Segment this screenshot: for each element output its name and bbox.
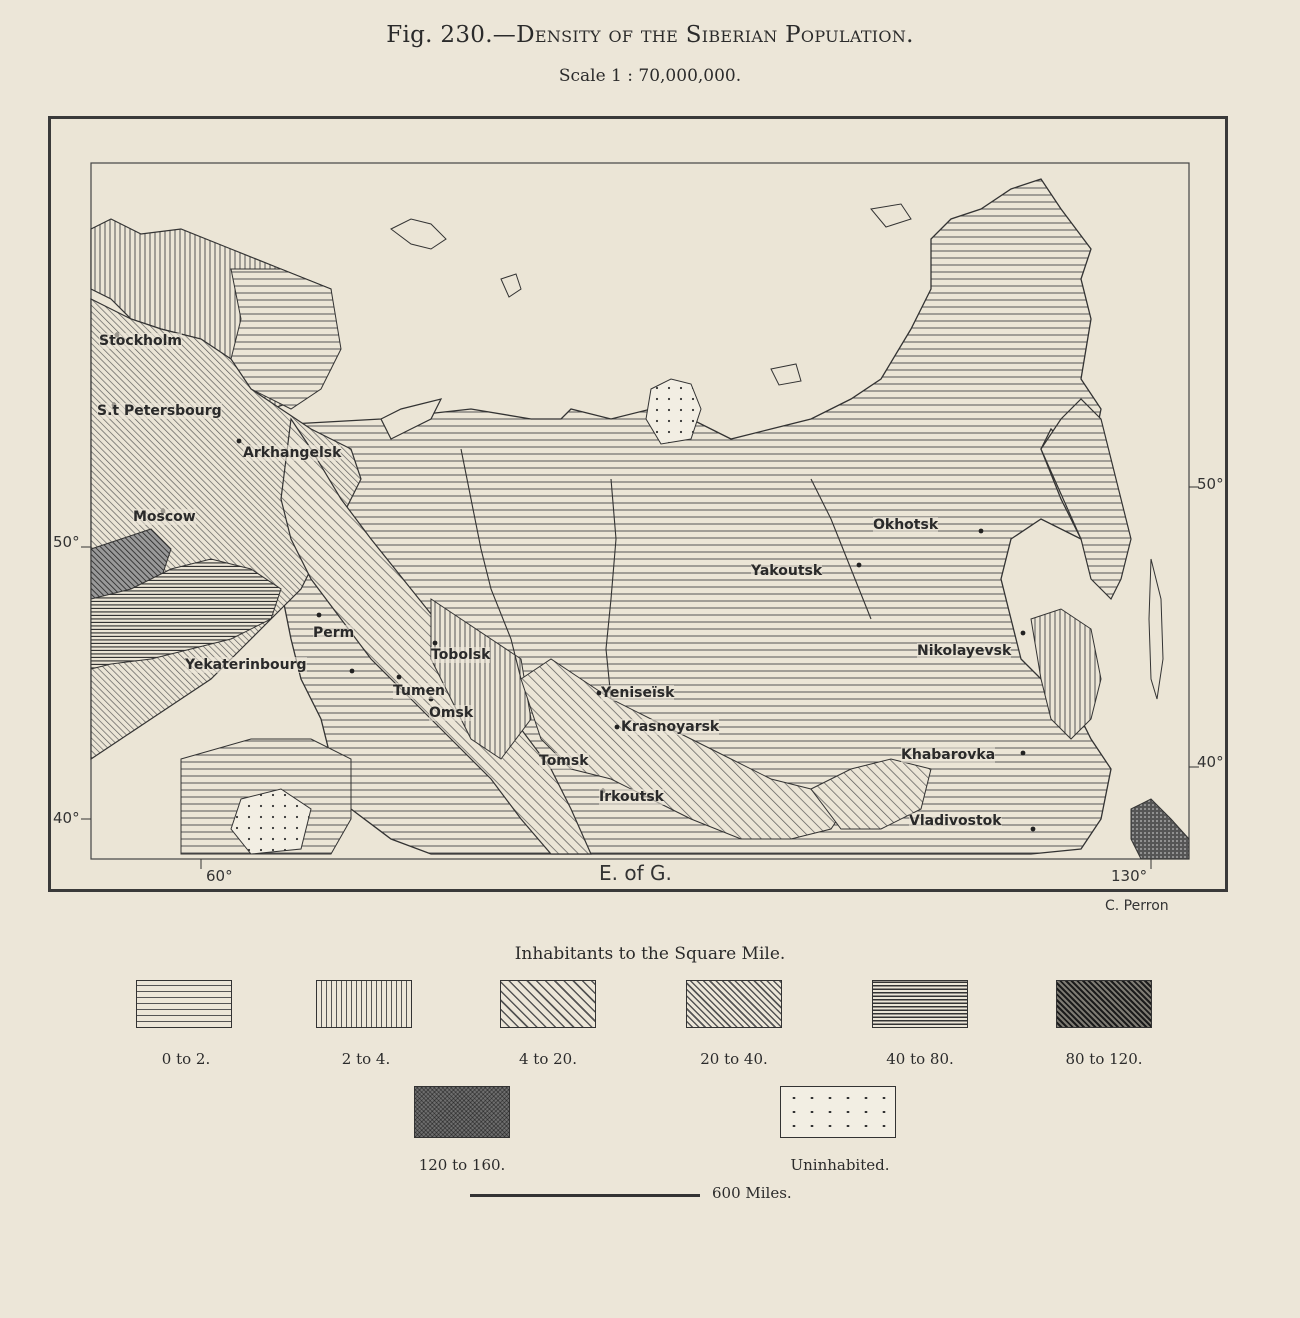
legend-label-40-80: 40 to 80. bbox=[886, 1050, 954, 1068]
label-st-petersbourg: S.t Petersbourg bbox=[97, 403, 222, 419]
label-arkhangelsk: Arkhangelsk bbox=[243, 445, 342, 461]
legend-swatch-80-120 bbox=[1056, 980, 1152, 1028]
label-tomsk: Tomsk bbox=[539, 753, 589, 769]
lon-130: 130° bbox=[1111, 867, 1148, 885]
label-yeniseisk: Yeniseïsk bbox=[601, 685, 675, 701]
lat-50-left: 50° bbox=[53, 533, 80, 551]
label-vladivostok: Vladivostok bbox=[909, 813, 1002, 829]
lat-40-left: 40° bbox=[53, 809, 80, 827]
legend-swatch-2-4 bbox=[316, 980, 412, 1028]
map-drawing bbox=[51, 119, 1225, 889]
label-okhotsk: Okhotsk bbox=[873, 517, 939, 533]
label-yakoutsk: Yakoutsk bbox=[751, 563, 823, 579]
figure-title bbox=[0, 22, 1300, 48]
label-omsk: Omsk bbox=[429, 705, 474, 721]
scale-bar bbox=[470, 1194, 700, 1197]
lat-40-right: 40° bbox=[1197, 753, 1224, 771]
label-nikolayevsk: Nikolayevsk bbox=[917, 643, 1012, 659]
label-moscow: Moscow bbox=[133, 509, 196, 525]
legend-swatch-40-80 bbox=[872, 980, 968, 1028]
meridian-label: E. of G. bbox=[599, 861, 672, 885]
figure-number: Fig. 230.— bbox=[386, 22, 517, 48]
legend-label-0-2: 0 to 2. bbox=[161, 1050, 211, 1068]
figure-name: Density of the Siberian Population. bbox=[516, 22, 914, 48]
legend-swatch-120-160 bbox=[414, 1086, 510, 1138]
map-scale: Scale 1 : 70,000,000. bbox=[558, 66, 742, 86]
label-tobolsk: Tobolsk bbox=[431, 647, 491, 663]
legend-label-80-120: 80 to 120. bbox=[1065, 1050, 1143, 1068]
legend-swatch-20-40 bbox=[686, 980, 782, 1028]
map-frame bbox=[48, 116, 1228, 892]
legend-swatch-4-20 bbox=[500, 980, 596, 1028]
legend-swatch-uninhabited bbox=[780, 1086, 896, 1138]
lat-50-right: 50° bbox=[1197, 475, 1224, 493]
label-stockholm: Stockholm bbox=[99, 333, 182, 349]
legend-swatch-0-2 bbox=[136, 980, 232, 1028]
legend-label-uninhabited: Uninhabited. bbox=[790, 1156, 890, 1174]
engraver-credit: C. Perron bbox=[1105, 898, 1169, 914]
label-krasnoyarsk: Krasnoyarsk bbox=[621, 719, 720, 735]
legend-label-120-160: 120 to 160. bbox=[418, 1156, 506, 1174]
label-perm: Perm bbox=[313, 625, 355, 641]
legend-label-20-40: 20 to 40. bbox=[700, 1050, 768, 1068]
legend-label-2-4: 2 to 4. bbox=[341, 1050, 391, 1068]
scale-bar-label: 600 Miles. bbox=[712, 1184, 792, 1202]
legend-title: Inhabitants to the Square Mile. bbox=[514, 944, 786, 964]
label-khabarovka: Khabarovka bbox=[901, 747, 996, 763]
label-yekaterinbourg: Yekaterinbourg bbox=[185, 657, 307, 673]
lon-60: 60° bbox=[206, 867, 233, 885]
label-tumen: Tumen bbox=[393, 683, 446, 699]
legend-label-4-20: 4 to 20. bbox=[519, 1050, 577, 1068]
label-irkoutsk: Irkoutsk bbox=[599, 789, 664, 805]
